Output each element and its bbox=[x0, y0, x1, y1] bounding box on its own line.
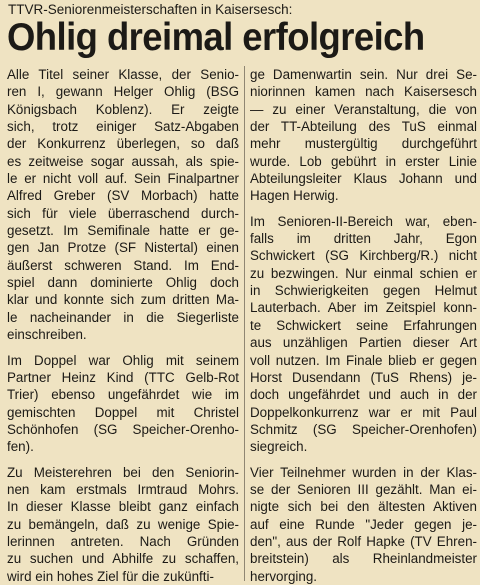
text-line: einschreiben. bbox=[7, 327, 87, 343]
paragraph-gap bbox=[250, 456, 477, 464]
text-line: es zeitweise sogar aussah, als spie- bbox=[7, 153, 239, 169]
text-line: voll nutzen. Im Finale blieb er gegen bbox=[250, 352, 477, 368]
text-line: lerinnen antreten. Nach Gründen bbox=[7, 533, 239, 549]
text-line: Zu Meisterehren bei den Seniorin- bbox=[7, 464, 239, 480]
text-line: äußerst schweren Stand. Im End- bbox=[7, 257, 239, 273]
right-paragraph-1 bbox=[250, 66, 477, 205]
text-line: Abteilungsleiter Klaus Johann und bbox=[250, 171, 477, 187]
article-column-left bbox=[7, 66, 239, 585]
text-line: klar und konnte sich zum dritten Ma- bbox=[7, 292, 239, 308]
left-paragraph-1 bbox=[7, 66, 239, 344]
text-line: Lauterbach. Aber im Zeitspiel konn- bbox=[250, 300, 477, 316]
text-line: le nacheinander in die Siegerliste bbox=[7, 309, 239, 325]
text-line: falls im dritten Jahr, Egon bbox=[250, 231, 477, 247]
text-line: gemischten Doppel mit Christel bbox=[7, 404, 239, 420]
text-line: der Konkurrenz überlegen, so daß bbox=[7, 136, 239, 152]
text-line: sich, trotz einiger Satz-Abgaben bbox=[7, 119, 239, 135]
text-line: doch ungefährdet und auch in der bbox=[250, 387, 477, 403]
text-line: mehr mustergültig durchgeführt bbox=[250, 136, 477, 152]
text-line: nigte sich bei den ältesten Aktiven bbox=[250, 499, 477, 515]
text-line: se der Senioren III gezählt. Man ei- bbox=[250, 481, 477, 497]
article-column-right bbox=[250, 66, 477, 585]
text-line: Alfred Greber (SV Morbach) hatte bbox=[7, 188, 239, 204]
text-line: den", aus der Rolf Hapke (TV Ehren- bbox=[250, 533, 477, 549]
text-line: le er nicht voll auf. Sein Finalpartner bbox=[7, 171, 239, 187]
text-line: fen). bbox=[7, 439, 34, 455]
text-line: Horst Dusendann (TuS Rhens) je- bbox=[250, 369, 477, 385]
right-paragraph-2 bbox=[250, 213, 477, 456]
text-line: ge Damenwartin sein. Nur drei Se- bbox=[250, 67, 477, 82]
text-line: Schönhofen (SG Speicher-Orenho- bbox=[7, 421, 239, 437]
text-line: Königsbach Koblenz). Er zeigte bbox=[7, 101, 239, 117]
text-line: Schwickert (SG Kirchberg/R.) nicht bbox=[250, 248, 477, 264]
article-headline: Ohlig dreimal erfolgreich bbox=[7, 16, 425, 59]
text-line: zu suchen und Abhilfe zu schaffen, bbox=[7, 551, 239, 567]
text-line: ren I, gewann Helger Ohlig (BSG bbox=[7, 84, 239, 100]
text-line: Vier Teilnehmer wurden in der Klas- bbox=[250, 464, 477, 480]
text-line: te Schwickert seine Erfahrungen bbox=[250, 317, 477, 333]
paragraph-gap bbox=[250, 205, 477, 213]
text-line: spiel dann dominierte Ohlig doch bbox=[7, 275, 239, 291]
text-line: Hagen Herwig. bbox=[250, 188, 339, 204]
text-line: auf eine Runde "Jeder gegen je- bbox=[250, 516, 477, 532]
text-line: niorinnen kamen nach Kaisersesch bbox=[250, 84, 477, 100]
column-divider bbox=[244, 66, 245, 581]
text-line: hervorging. bbox=[250, 568, 317, 584]
text-line: siegreich. bbox=[250, 439, 308, 455]
text-line: Alle Titel seiner Klasse, der Senio- bbox=[7, 67, 239, 82]
text-line: nen kam erstmals Irmtraud Mohrs. bbox=[7, 481, 239, 497]
article-kicker: TTVR-Seniorenmeisterschaften in Kaisersesch: bbox=[8, 2, 293, 17]
text-line: In dieser Klasse bleibt ganz einfach bbox=[7, 499, 239, 515]
text-line: breitstein) als Rheinlandmeister bbox=[250, 551, 477, 567]
paragraph-gap bbox=[7, 456, 239, 464]
right-paragraph-3 bbox=[250, 464, 477, 585]
text-line: gesetzt. Im Semifinale hatte er ge- bbox=[7, 223, 239, 239]
text-line: Trier) ebenso ungefährdet wie im bbox=[7, 387, 239, 403]
text-line: der TT-Abteilung des TuS einmal bbox=[250, 119, 477, 135]
left-paragraph-3 bbox=[7, 464, 239, 585]
text-line: Im Senioren-II-Bereich war, eben- bbox=[250, 213, 477, 229]
text-line: — zu einer Veranstaltung, die von bbox=[250, 101, 477, 117]
text-line: Im Doppel war Ohlig mit seinem bbox=[7, 352, 239, 368]
text-line: zu bezwingen. Nur einmal schien er bbox=[250, 265, 477, 281]
left-paragraph-2 bbox=[7, 352, 239, 456]
text-line: zu bemängeln, daß zu wenige Spie- bbox=[7, 516, 239, 532]
text-line: wurde. Lob gebührt in erster Linie bbox=[250, 153, 477, 169]
text-line: wird ein hohes Ziel für die zukünfti- bbox=[7, 568, 214, 584]
text-line: Partner Heinz Kind (TTC Gelb-Rot bbox=[7, 369, 239, 385]
text-line: Doppelkonkurrenz war er mit Paul bbox=[250, 404, 477, 420]
paragraph-gap bbox=[7, 344, 239, 352]
text-line: gen Jan Protze (SF Nistertal) einen bbox=[7, 240, 239, 256]
text-line: Schmitz (SG Speicher-Orenhofen) bbox=[250, 421, 477, 437]
text-line: in Schwierigkeiten gegen Helmut bbox=[250, 283, 477, 299]
text-line: aus unzähligen Partien dieser Art bbox=[250, 335, 477, 351]
text-line: sich für viele überraschend durch- bbox=[7, 205, 239, 221]
